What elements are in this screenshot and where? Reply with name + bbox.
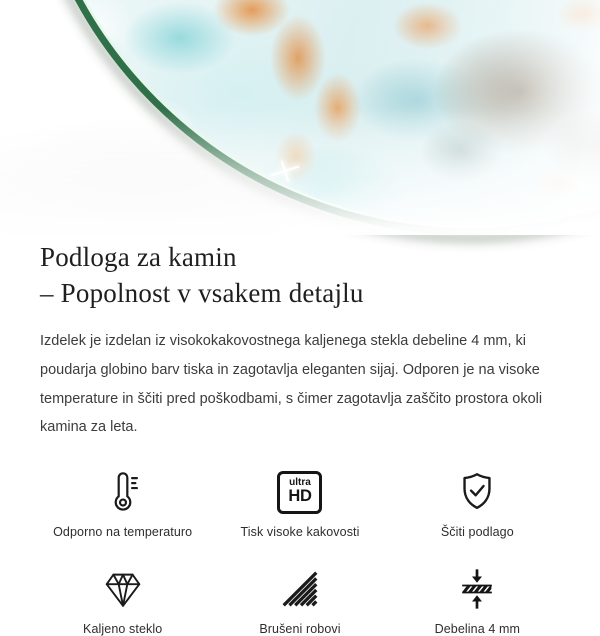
feature-label: Debelina 4 mm	[435, 622, 520, 636]
ultra-hd-icon	[277, 468, 322, 516]
beveled-edges-icon	[277, 565, 323, 613]
product-description: Izdelek je izdelan iz visokokakovostnega kaljenega stekla debeline 4 mm, ki poudarja globino barv tiska in zagotavlja eleganten sijaj. Odporen je na visoke temperature in ščiti pred poškodbami, s čimer zagotavlja zaščito prostora okoli kamina za leta.	[40, 327, 560, 442]
feature-temperature	[53, 468, 192, 539]
feature-tempered-glass	[83, 565, 162, 636]
ultra-hd-text-top: ultra	[289, 478, 311, 488]
ultra-hd-text-bottom: HD	[288, 488, 311, 505]
feature-label: Ščiti podlago	[441, 525, 514, 539]
product-hero-image	[0, 0, 600, 235]
feature-label: Tisk visoke kakovosti	[240, 525, 359, 539]
feature-polished-edges	[259, 565, 340, 636]
title-line-1: Podloga za kamin	[40, 242, 237, 272]
thickness-compress-icon	[454, 565, 500, 613]
feature-protects	[441, 468, 514, 539]
shield-check-icon	[454, 468, 500, 516]
feature-label: Kaljeno steklo	[83, 622, 162, 636]
thermometer-icon	[100, 468, 146, 516]
diamond-icon	[100, 565, 146, 613]
page-title	[40, 240, 560, 311]
feature-print-quality	[240, 468, 359, 539]
feature-label: Brušeni robovi	[259, 622, 340, 636]
feature-grid	[0, 468, 600, 636]
title-line-2: – Popolnost v vsakem detajlu	[40, 278, 364, 308]
glass-edge-rim	[0, 0, 600, 235]
feature-label: Odporno na temperaturo	[53, 525, 192, 539]
feature-thickness	[435, 565, 520, 636]
